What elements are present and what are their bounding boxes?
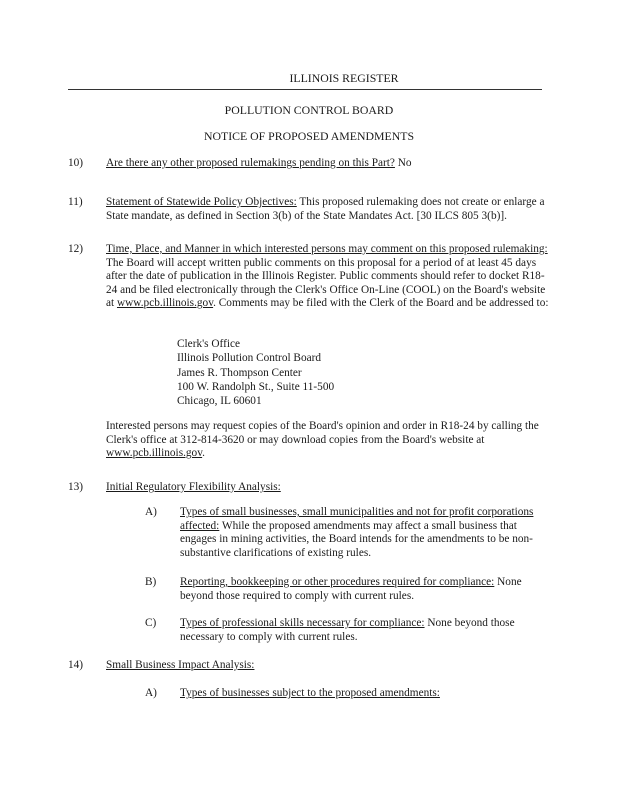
item-13-text <box>106 481 546 495</box>
item-12-number: 12) <box>68 243 84 255</box>
item-13c-text <box>180 617 550 644</box>
item-13-number: 13) <box>68 481 84 493</box>
item-11-title: Statement of Statewide Policy Objectives: <box>106 196 297 208</box>
item-12-body-a: The Board will accept written public comments on this proposal for a period of at least 45 days after the date of publication in the Illinois Register. Public comments should refer to docket R18-24 and be filed electronically through the Clerk's Office On-Line (COOL) on the Board's website at <box>106 256 546 309</box>
item-12-text <box>106 243 551 311</box>
register-title: ILLINOIS REGISTER <box>289 71 399 85</box>
item-11-number: 11) <box>68 196 83 208</box>
item-11-body: This proposed rulemaking does not create or enlarge a State mandate, as defined in Section 3(b) of the State Mandates Act. [30 ILCS 805 3(b)]. <box>106 196 545 222</box>
website-link-2[interactable]: www.pcb.illinois.gov <box>106 447 203 459</box>
item-12-body-b: . Comments may be filed with the Clerk of the Board and be addressed to: <box>213 297 549 309</box>
item-13b-title: Reporting, bookkeeping or other procedures required for compliance: <box>180 576 495 588</box>
item-10-text <box>106 157 546 171</box>
item-11-text <box>106 196 551 223</box>
item-14a-text <box>180 687 550 701</box>
item-12-body-c: Interested persons may request copies of the Board's opinion and order in R18-24 by calling the Clerk's office at 312-814-3620 or may download copies from the Board's website at <box>106 420 539 446</box>
item-13a-letter: A) <box>145 506 157 518</box>
header-rule <box>68 89 542 90</box>
agency-title: POLLUTION CONTROL BOARD <box>224 103 394 117</box>
item-13b-body: None beyond those required to comply with current rules. <box>180 576 522 602</box>
item-13-title: Initial Regulatory Flexibility Analysis: <box>106 481 281 493</box>
item-12-copies-text <box>106 420 551 461</box>
address-line: 100 W. Randolph St., Suite 11-500 <box>177 380 335 393</box>
item-13a-text <box>180 506 550 560</box>
item-13c-title: Types of professional skills necessary for compliance: <box>180 617 425 629</box>
address-line: Illinois Pollution Control Board <box>177 352 322 365</box>
item-14a-letter: A) <box>145 687 157 699</box>
item-13c-body: None beyond those necessary to comply with current rules. <box>180 617 515 643</box>
item-14-text <box>106 659 546 673</box>
item-13b-letter: B) <box>145 576 157 588</box>
item-10-answer: No <box>394 157 412 169</box>
website-link-1[interactable]: www.pcb.illinois.gov <box>116 297 214 309</box>
item-14-number: 14) <box>68 659 84 671</box>
item-14-title: Small Business Impact Analysis: <box>106 659 255 671</box>
item-13a-title: Types of small businesses, small municipalities and not for profit corporations affected: <box>180 506 534 532</box>
item-13a-body: While the proposed amendments may affect a small business that engages in mining activities, the Board intends for the amendments to be non-substantive clarifications of existing rules. <box>180 519 533 559</box>
item-13c-letter: C) <box>145 617 157 629</box>
item-14a-title: Types of businesses subject to the proposed amendments: <box>180 687 440 699</box>
address-line: Clerk's Office <box>177 338 240 350</box>
item-12-title: Time, Place, and Manner in which interested persons may comment on this proposed rulemaking: <box>106 243 548 255</box>
item-13b-text <box>180 576 550 603</box>
item-12-body-d: . <box>202 447 205 459</box>
item-10-title: Are there any other proposed rulemakings pending on this Part? <box>106 157 395 169</box>
item-10-number: 10) <box>68 157 84 169</box>
clerk-address <box>177 337 334 408</box>
notice-title: NOTICE OF PROPOSED AMENDMENTS <box>203 129 415 143</box>
address-line: Chicago, IL 60601 <box>177 395 262 408</box>
address-line: James R. Thompson Center <box>177 366 302 379</box>
